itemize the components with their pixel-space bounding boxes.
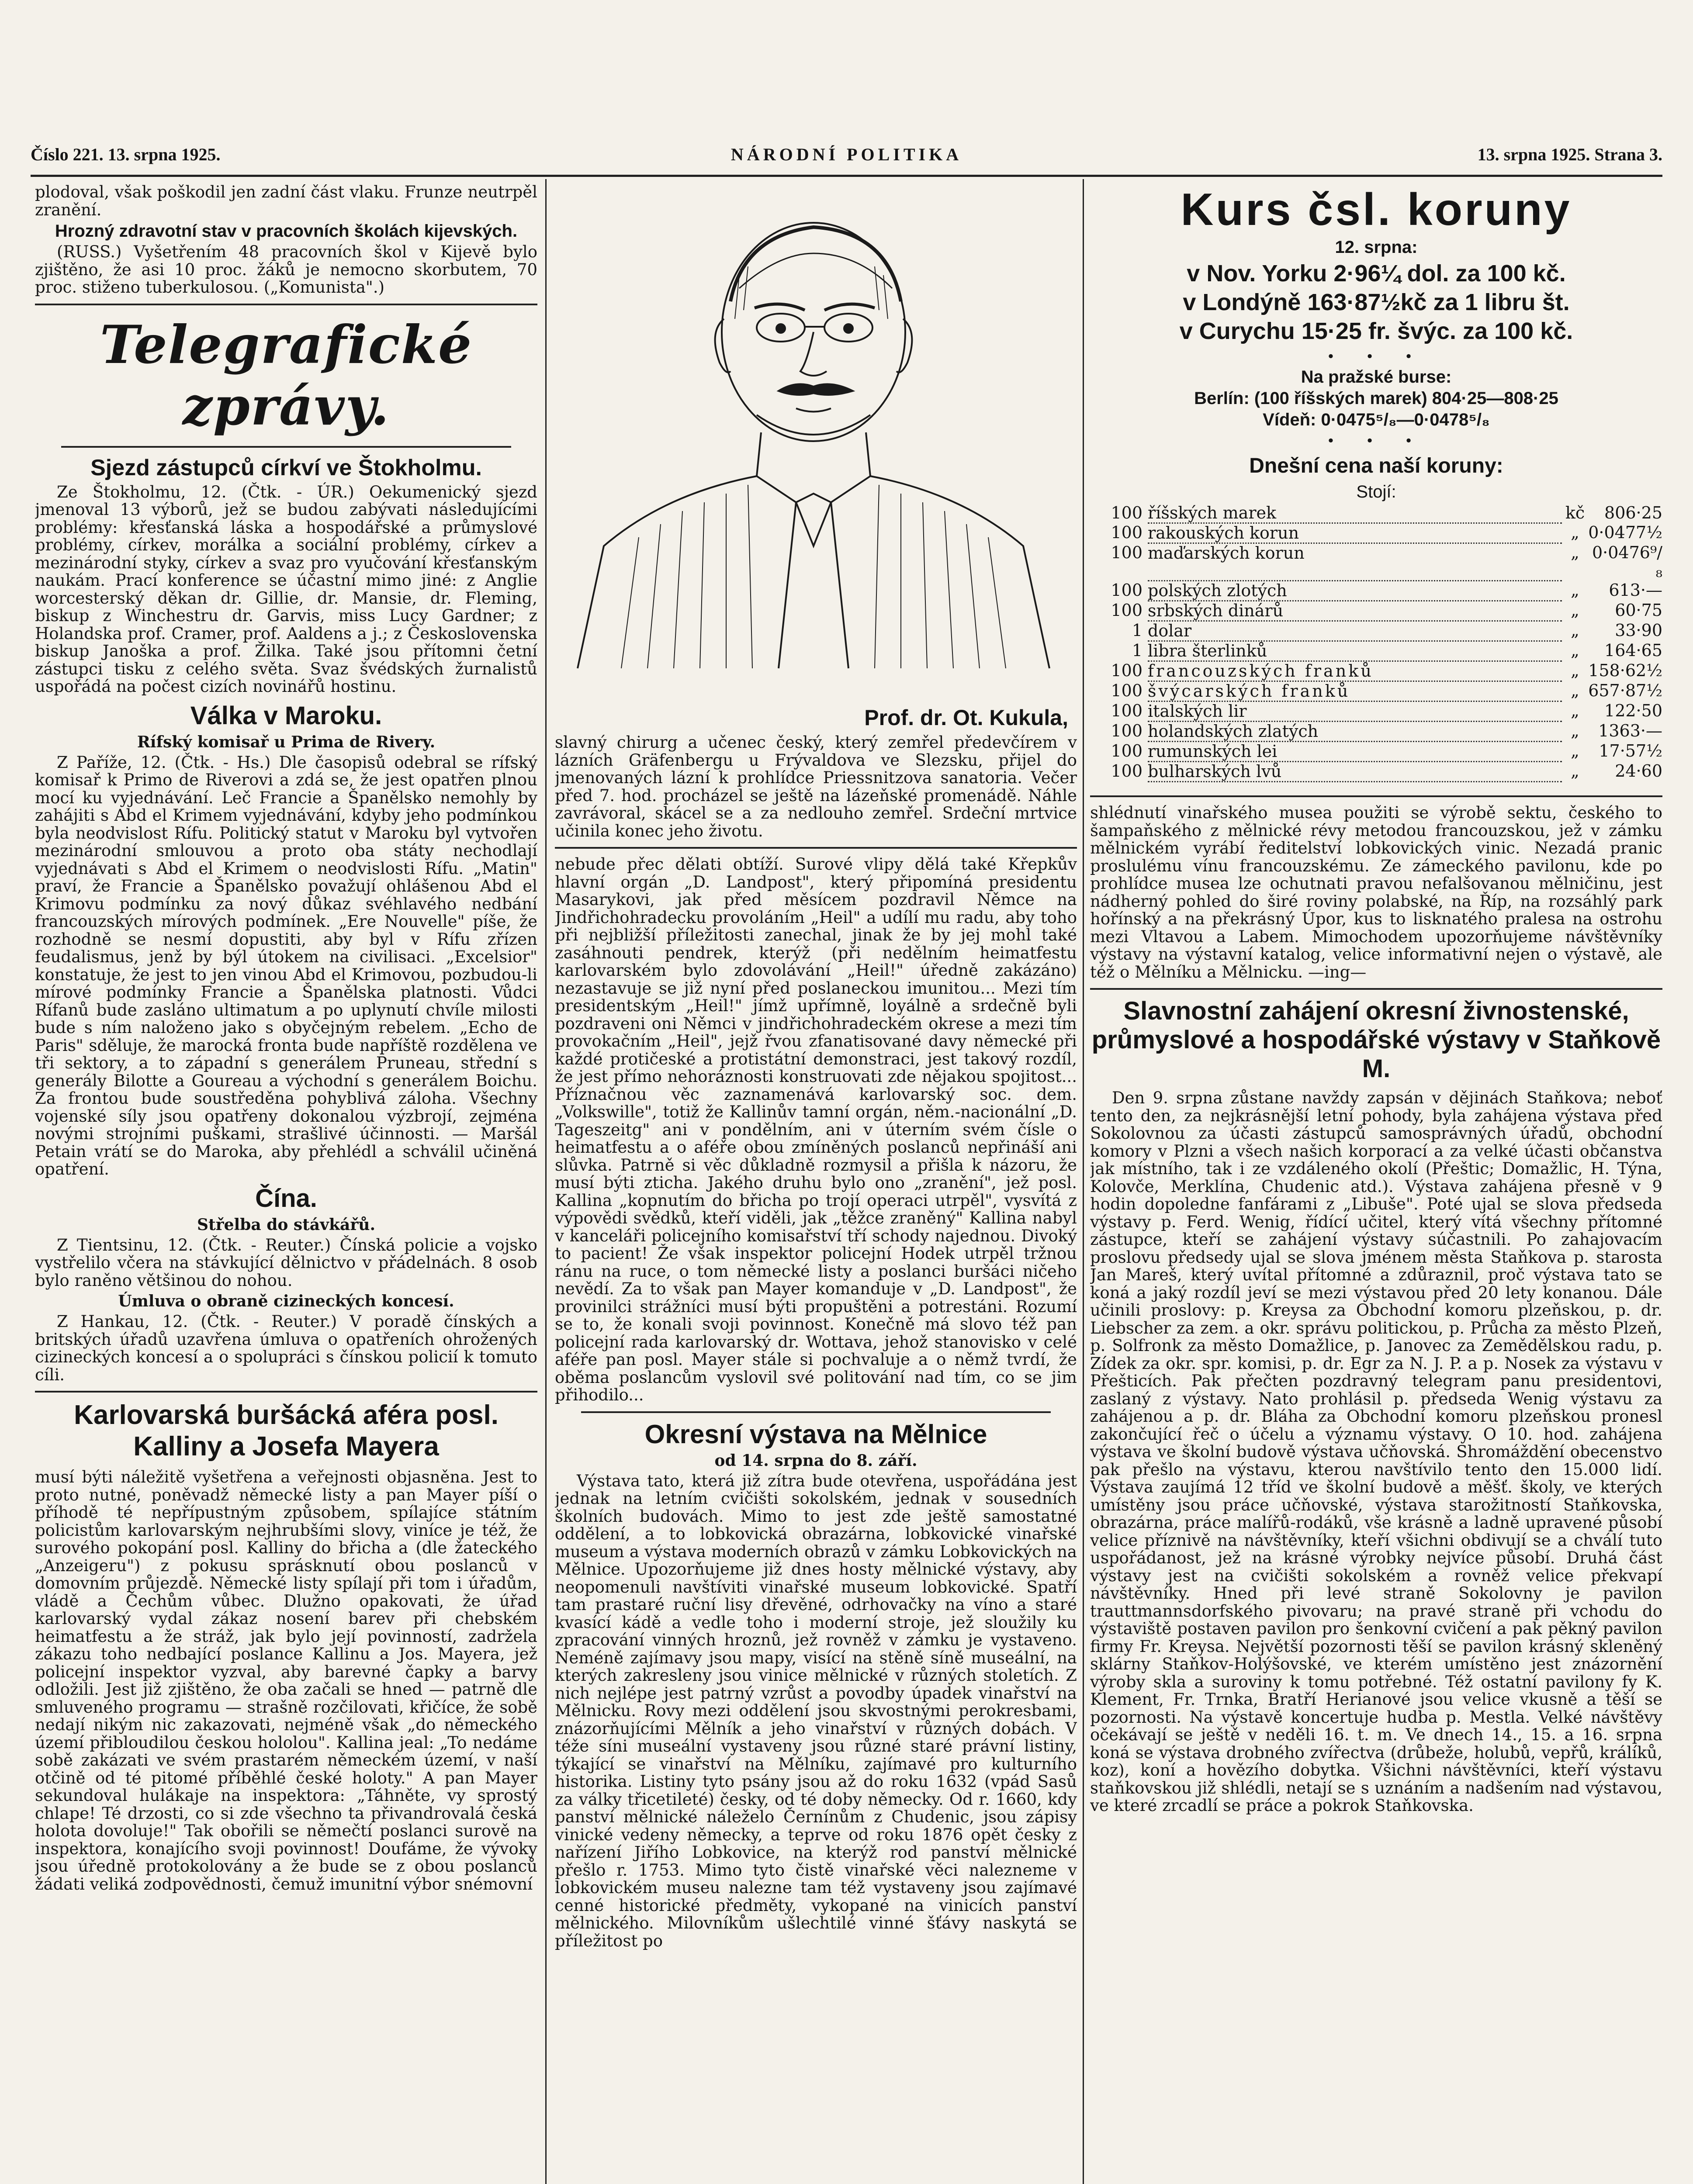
- cena-headline: Dnešní cena naší koruny:: [1249, 454, 1503, 477]
- masthead: [31, 144, 1662, 170]
- valka-subheadline: Rífský komisař u Prima de Rivery.: [137, 733, 436, 751]
- newspaper-title: NÁRODNÍ POLITIKA: [731, 145, 962, 164]
- table-row: 100 bulharských lvů „ 24·60: [1111, 761, 1662, 781]
- kurs-line-newyork: v Nov. Yorku 2·96¼ dol. za 100 kč.: [1187, 260, 1566, 287]
- schools-headline: Hrozný zdravotní stav v pracovních školách kijevských.: [55, 221, 518, 241]
- table-row: 100 srbských dinárů „ 60·75: [1111, 600, 1662, 620]
- divider: [35, 1391, 537, 1393]
- table-row: 100 polských zlotých „ 613·—: [1111, 580, 1662, 600]
- kurs-line-london: v Londýně 163·87½kč za 1 libru št.: [1183, 289, 1570, 315]
- kukula-article: slavný chirurg a učenec český, který zemřel předevčírem v lázních Gräfenbergu u Frývaldova ve Slezsku, přijel do jmenovaných lázní k prohlídce Priessnitzova sanatoria. Večer před 7. hod. procházel se ještě na lázeňské promenádě. Náhle zavrávoral, skácel se a za nedlouho zemřel. Srdeční mrtvice učinila konec jeho životu.: [555, 733, 1077, 840]
- column-3: [1090, 183, 1662, 2184]
- table-row: 100 maďarských korun „ 0·0476⁹/₈: [1111, 543, 1662, 581]
- schools-article: (RUSS.) Vyšetřením 48 pracovních škol v Kijevě bylo zjištěno, že asi 10 proc. žáků je nemocno skorbutem, 70 proc. stiženo tuberkulosou. („Komunista".): [35, 242, 537, 297]
- table-row: 100 švýcarských franků „ 657·87½: [1111, 681, 1662, 701]
- stankov-article: Den 9. srpna zůstane navždy zapsán v dějinách Staňkova; neboť tento den, za nejkrásnější letní pohody, byla zahájena výstava před Sokolovnou za účasti zástupců samosprávných úřadů, obchodní komory v Plzni a všech našich korporací a za velké účasti občanstva jak místního, tak i ze vzdáleného okolí (Přeštic; Domažlic, H. Týna, Kolovče, Merklína, Chudenic atd.). Výstava zahájena přesně v 9 hodin dopoledne fanfárami z „Libuše". Poté ujal se slova předseda výstavy p. Ferd. Wenig, řídící učitel, který vítá všechny přítomné zástupce, kteří se zahájení výstavy súčastnili. Po zahajovacím proslovu předsedy ujal se slova jménem města Staňkova p. starosta Jan Mareš, který uvítal přítomné a zdůraznil, proč výstava tato se koná a jaký rozdíl jeví se mezi výstavou před 20 lety konanou. Dále učinili proslovy: p. Kreysa za Obchodní komoru plzeňskou, p. dr. Liebscher za zem. a okr. správu politickou, p. Průcha za město Plzeň, p. Solfronk za město Domažlice, p. Janovec za Zemědělskou radu, p. Zídek za okr. spr. komisi, p. dr. Egr za N. J. P. a p. Nosek za výstavu v Přešticích. Pak přečten pozdravný telegram panu presidentovi, zaslaný z výstavy. Nato prohlásil p. předseda Wenig výstavu za zahájenou a p. dr. Bláha za Obchodní komoru plzeňskou pronesl zakončující řeč o účelu a významu výstavy. O 10. hod. zahájena výstava ve školní budově výstava učňovská. Shromáždění obecenstvo pak přešlo na výstavu, kterou navštívilo tento den 15.000 lidí. Výstava zaujímá 12 tříd ve školní budově a měšť. školy, ve kterých umístěny jsou práce učňovské, výstava starožitností Staňkovska, obrazárna, práce malířů-rodáků, vše krásně a ladně upravené působí velice příznivě na návštěvníky, kteří všichni obdivují se a chválí tuto uspořádanost, jež na krásné výrobky nejvíce působí. Druhá část výstavy jest na cvičišti sokolském a rovněž velice překvapí návštěvníky. Hned při levé straně Sokolovny je pavilon trauttmannsdorfského pivovaru; na pravé straně při vchodu do výstaviště postaven pavilon pro šenkovní cvičení a pak pěkný pavilon firmy Fr. Kreysa. Největší pozornosti těší se pavilon krásný skleněný sklárny Staňkov-Holýšovské, ve kterém umístěno jest znázornění výroby skla a suroviny k tomu potřebné. Též ostatní pavilony fy K. Klement, Fr. Trnka, Bratří Herianové jsou velice vkusně a těší se pozornosti. Na výstavě koncertuje hudba p. Mestla. Velké návštěvy očekávají se ještě v neděli 16. t. m. Ve dnech 14., 15. a 16. srpna koná se výstava drobného zvířectva (drůbeže, holubů, vepřů, králíků, koz), koní a hovězího dobytka. Všichni návštěvníci, kteří výstavu staňkovskou již shlédli, netají se s uznáním a nadšením nad výstavou, ve které zrcadlí se práce a pokrok Staňkovska.: [1090, 1089, 1662, 1815]
- divider: [581, 1411, 1051, 1413]
- table-row: 100 rakouských korun „ 0·0477½: [1111, 522, 1662, 543]
- date-page-info: 13. srpna 1925. Strana 3.: [1477, 145, 1662, 164]
- burse-vienna: Vídeň: 0·0475⁵/₈—0·0478⁵/₈: [1263, 410, 1490, 429]
- stankov-headline: Slavnostní zahájení okresní živnostenské, průmyslové a hospodářské výstavy v Staňkově M.: [1091, 997, 1661, 1083]
- cina-subheadline-2: Úmluva o obraně cizineckých koncesí.: [118, 1292, 454, 1310]
- separator-stars: • • •: [1326, 348, 1426, 365]
- table-row: 100 rumunských lei „ 17·57½: [1111, 741, 1662, 761]
- melnik-subheadline: od 14. srpna do 8. září.: [714, 1451, 917, 1470]
- portrait-illustration: [551, 188, 1076, 703]
- table-row: 100 holandských zlatých „ 1363·—: [1111, 721, 1662, 741]
- divider: [1090, 795, 1662, 797]
- cina-article-1: Z Tientsinu, 12. (Čtk. - Reuter.) Čínská policie a vojsko vystřelilo včera na stávkující dělnictvo v přádelnách. 8 osob bylo raněno většinou do nohou.: [35, 1235, 537, 1290]
- melnik-article: Výstava tato, která již zítra bude otevřena, uspořádána jest jednak na letním cvičišti sokolském, jednak v sousedních školních budovách. Mimo to jest zde ještě samostatné oddělení, a to lobkovická obrazárna, lobkovické vinařské museum a výstava moderních obrazů v zámku Lobkovických na Mělnice. Upozorňujeme již dnes hosty mělnické výstavy, aby neopomenuli navštíviti vinařské museum lobkovické. Spatří tam prastaré ruční lisy dřevěné, odrhovačky na víno a staré kvasící kádě a vedle toho i moderní stroje, jež sloužily ku zpracování vinných hroznů, jež rovněž v zámku je vystaveno. Neméně zajímavy jsou mapy, visící na stěně síně museální, na kterých zakresleny jsou vinice mělnické v různých stoletích. Z nich nejlépe jest patrný vzrůst a povodby úpadek vinařství na Mělnicku. Rovy mezi oddělení jsou skvostnými perokresbami, znázorňujícími Mělník a jeho vinařství v různých dobách. V téže síni museální vystaveny jsou různé staré právní listiny, týkající se vinařství na Mělníku, zajímavé pro kulturního historika. Listiny tyto psány jsou až do roku 1632 (vpád Sasů za války třicetileté) česky, od té doby německy. Od r. 1660, kdy panství mělnické náleželo Černínům z Chudenic, jsou zápisy vinické vedeny německy, a teprve od roku 1876 opět česky z nařízení Jiřího Lobkovice, na kterýž rod panství mělnické přešlo r. 1753. Mimo tyto čistě vinařské věci nalezneme v lobkovickém museu nalezne tam též vystaveny jsou zajímavé cenné historické předměty, vykopané na vinicích panství mělnického. Milovníkům ušlechtilé vinné šťávy naskytá se příležitost po: [555, 1471, 1077, 1950]
- table-row: 1 libra šterlinků „ 164·65: [1132, 640, 1662, 660]
- column-rule-1: [545, 179, 547, 2184]
- kallina-article: musí býti náležitě vyšetřena a veřejnosti objasněna. Jest to proto nutné, poněvadž německé listy a pan Mayer píší o příhodě té nepřípustným způsobem, spílajíce státním policistům karlovarským nejhrubšími slovy, viníce je též, že surového pokopání posl. Kalliny do břicha a (dle žateckého „Anzeigeru") z pokusu sprásknutí obou poslanců v domovním průjezdě. Německé listy spílají při tom i úřadům, vládě a Čechům vůbec. Dlužno opakovati, že úřad karlovarský vydal zákaz nosení barev při chebském heimatfestu a že stráž, jak bylo její povinností, zadržela zákazu toho nedbající poslance Kallinu a Jos. Mayera, jež policejní inspektor vyzval, aby barevné čapky a barvy odložili. Jest již zjištěno, že oba začali se hned — patrně dle smluveného programu — strašně rozčilovati, křičíce, že sobě nedají nikým nic zakazovati, nejméně však „do německého území přibloudilou českou hololou". Kallina jeal: „To nedáme sobě zakázati ve svém prastarém německém území, v naší otčině od té pitomé příběhlé české holoty." A pan Mayer sekundoval hulákaje na inspektora: „Táhněte, vy sprostý chlape! Té drzosti, co si zde všechno ta přivandrovalá česká holota dovoluje!" Tak obořili se němečtí poslanci surově na inspektora, konajícího svoji povinnost! Doufáme, že vývoky jsou úředně protokolovány a že bude se z obou poslanců žádati veliká zodpovědnosti, čemuž imunitní výbor snémovní: [35, 1468, 537, 1894]
- kurs-title: Kurs čsl. koruny: [1181, 184, 1572, 235]
- issue-info: Číslo 221. 13. srpna 1925.: [31, 145, 221, 164]
- telegrams-title: Telegrafické zprávy.: [100, 314, 473, 437]
- kurs-date: 12. srpna:: [1335, 238, 1418, 257]
- kallina-headline: Karlovarská buršácká aféra posl. Kalliny a Josefa Mayera: [74, 1400, 499, 1462]
- exchange-rate-table: [1090, 504, 1662, 782]
- sjezd-headline: Sjezd zástupců církví ve Štokholmu.: [90, 455, 482, 480]
- sjezd-article: Ze Štokholmu, 12. (Čtk. - ÚR.) Oekumenický sjezd jmenoval 13 výborů, jež se budou zabývati následujícími problémy: křesťanská láska a hospodářské a průmyslové problémy, církev, morálka a sociální problémy, církev a mezinárodní styky, církev a svaz pro vyučování křesťanským naukám. Prací konference se účastní mimo jiné: z Anglie worcesterský děkan dr. Gillie, dr. Mansie, dr. Fleming, biskup z Winchestru dr. Garvis, miss Lucy Gardner; z Holandska prof. Cramer, prof. Aaldens a j.; z Československa biskup Janoška a prof. Žilka. Také jsou přítomni četní zástupci tisku z celého světa. Svaz švédských žurnalistů uspořádá na počest cizích novinářů hostinu.: [35, 482, 537, 696]
- divider: [1090, 988, 1662, 990]
- table-row: 100 italských lir „ 122·50: [1111, 701, 1662, 721]
- kurs-line-zurich: v Curychu 15·25 fr. švýc. za 100 kč.: [1179, 318, 1573, 344]
- separator-stars: • • •: [1326, 432, 1426, 449]
- divider: [555, 847, 1077, 849]
- cina-article-2: Z Hankau, 12. (Čtk. - Reuter.) V poradě čínských a britských úřadů uzavřena úmluva o opatřeních ohrožených cizineckých koncesí a o spolupráci s čínskou policií k tomuto cíli.: [35, 1312, 537, 1384]
- burse-berlin: Berlín: (100 říšských marek) 804·25—808·25: [1194, 389, 1558, 408]
- table-row: 1 dolar „ 33·90: [1132, 620, 1662, 640]
- intro-text: plodoval, však poškodil jen zadní část vlaku. Frunze neutrpěl zranění.: [35, 183, 537, 219]
- table-row: 100 francouzských franků „ 158·62½: [1111, 660, 1662, 681]
- column-rule-2: [1083, 179, 1084, 2184]
- valka-article: Z Paříže, 12. (Čtk. - Hs.) Dle časopisů odebral se rífský komisař k Primo de Riverovi a zdá se, že jest opatřen plnou mocí ku vyjednávání. Leč Francie a Španělsko nemohly by zahájiti s Abd el Krimem vyjednávání, kdyby jeho podmínkou byla neodvislost Rífu. Politický statut v Maroku byl vytvořen mezinárodní smlouvou a proto oba státy nechodlají vyjednávati s Abd el Krimem o neodvislosti Rífu. „Matin" praví, že Francie a Španělsko považují ohlášenou Abd el Krimovu podmínku za nový důkaz svéhlavého nedbání francouzských mírových podmínek. „Ere Nouvelle" píše, že rozhodně se nesmí dopustiti, aby byl v Rífu zřízen feudalismus, jenž by býl útokem na civilisaci. „Excelsior" konstatuje, že jest to jen vinou Abd el Krimovou, pozbudou-li mírové podmínky Francie a Španělska platnosti. Vůdci Rífanů bude zasláno ultimatum a po uplynutí chvíle milosti bude s ním naloženo jako s obyčejným rebelem. „Echo de Paris" sděluje, že marocká fronta bude napříště rozdělena ve tři sektory, a to západní s generálem Pruneau, střední s generály Bilotte a Goureau a východní s generálem Boichu. Za frontou bude soustředěna pohyblivá záloha. Všechny vojenské síly jsou opatřeny dokonalou výzbrojí, zejména novými strojními puškami, strašlivé účinnosti. — Maršál Petain vrátí se do Maroka, aby přehlédl a schválil učiněná opatření.: [35, 753, 537, 1178]
- cina-subheadline-1: Střelba do stávkářů.: [197, 1215, 375, 1234]
- cina-headline: Čína.: [255, 1184, 317, 1213]
- kallina-continued: nebude přec dělati obtíží. Surové vlipy dělá také Křepkův hlavní orgán „D. Landpost", který připomíná presidentu Masarykovi, jak před měsícem pozdravil Němce na Jindřichohradecku provoláním „Heil" a udílí mu radu, aby toho při nejbližší příležitosti zanechal, jinak že by jej mohl také zasáhnouti pendrek, kterýž (při nedělním heimatfestu karlovarském bylo zdovolávání „Heil!" úředně zakázáno) nezastavuje se již nyní před poslaneckou imunitou... Mezi tím presidentským „Heil!" jímž upřímně, loyálně a srdečně byli pozdraveni oni Němci v jindřichohradeckém okrese a mezi tím provokačním „Heil", jejž řvou zfanatisované davy německé při každé protičeské a protistátní demonstraci, jest takový rozdíl, že jest přímo nehoráznosti konstruovati zde nějakou spojitost... Příznačnou věc zaznamenává karlovarský soc. dem. „Volkswille", totiž že Kallinův tamní orgán, něm.-nacionální „D. Tageszeitg" ani v pondělním, ani v úterním svém čísle o heimatfestu a o aféře obou zmíněných poslanců nepřináší ani slůvka. Patrně si věc důkladně rozmysil a přišla k názoru, že musí býti zticha. Jakého druhu bylo ono „zranění", jež posl. Kallina „kopnutím do břicha po trojí operaci utrpěl", vysvítá z výpovědi svědků, kteří viděli, jak „těžce zraněný" Kallina nabyl v kanceláři policejního komisařství tří schody najednou. Divoký to pacient! Že však inspektor policejní Hodek utrpěl tržnou ránu na ruce, o tom německé listy a poslanci buršáci ničeho nevědí. Za to však pan Mayer komanduje v „D. Landpost", že provinilci strážníci musí býti propuštěni a potrestáni. Rozumí se to, že konali svoji povinnost. Konečně má slovo též pan policejní rada karlovarský dr. Wottava, jehož stanovisko v celé aféře pan posl. Mayer stále si pochvaluje a o němž tvrdí, že oběma poslancům vyslovil své politování nad tím, co se jim přihodilo...: [555, 855, 1077, 1404]
- burse-headline: Na pražské burse:: [1301, 367, 1452, 387]
- portrait-caption: Prof. dr. Ot. Kukula,: [864, 705, 1068, 730]
- column-1: [35, 183, 537, 2184]
- column-2: [555, 703, 1077, 2184]
- melnik-continued: shlédnutí vinařského musea použiti se výrobě sektu, českého to šampaňského z mělnické révy metodou francouzskou, jež v zámku mělnickém vyrábí ředitelství lobkovických vinic. Nezadá pranic proslulému vínu francouzskému. Ze zámeckého pavilonu, kde po prohlídce musea lze ochutnati pravou nefalšovanou mělničinu, jest nádherný pohled do širé roviny polabské, na Říp, na rozsáhlý park hořínský a na překrásný Úpor, kus to lisknatého pralesa na ostrohu mezi Vltavou a Labem. Mimochodem upozorňujeme návštěvníky výstavy na výstavní katalog, velice informativní nejen o výstavě, ale též o Mělníku a Mělnicku. —ing—: [1090, 803, 1662, 981]
- divider: [35, 304, 537, 305]
- melnik-headline: Okresní výstava na Mělnice: [644, 1419, 987, 1449]
- stoji-label: Stojí:: [1356, 482, 1396, 501]
- valka-headline: Válka v Maroku.: [190, 701, 382, 730]
- table-row: 100 říšských marek kč 806·25: [1111, 503, 1662, 522]
- portrait-drawing: [551, 188, 1076, 703]
- header-rule: [31, 175, 1662, 177]
- divider: [61, 446, 511, 448]
